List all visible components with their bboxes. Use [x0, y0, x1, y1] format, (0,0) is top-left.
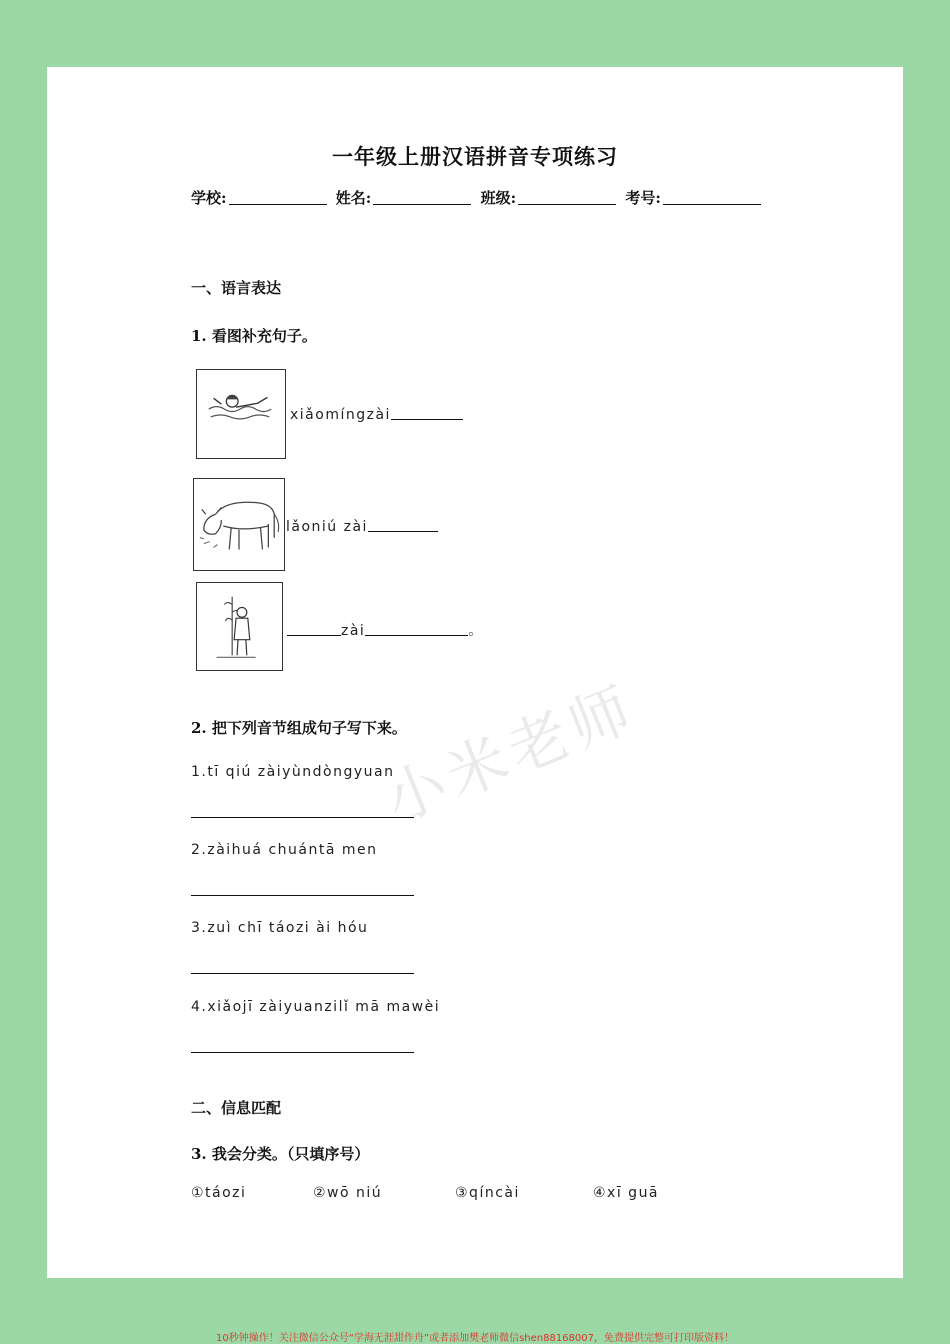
- q2-item-4: 4.xiǎojī zàiyuanzilǐ mā mawèi: [191, 999, 441, 1015]
- q3-option-3: ③qíncài: [455, 1185, 520, 1201]
- class-label: 班级:: [480, 189, 517, 207]
- q2-item-1: 1.tī qiú zàiyùndòngyuan: [191, 764, 395, 780]
- q1-item-1: xiǎomíngzài: [290, 407, 463, 423]
- q2-title: 2. 把下列音节组成句子写下来。: [191, 719, 407, 737]
- q3-title: 3. 我会分类。（只填序号）: [191, 1145, 370, 1163]
- q2-item-3: 3.zuì chī táozi ài hóu: [191, 920, 369, 936]
- q3-option-2: ②wō niú: [313, 1185, 383, 1201]
- page-title: 一年级上册汉语拼音专项练习: [332, 144, 618, 169]
- q1-item-2: lǎoniú zài: [286, 519, 438, 535]
- class-blank[interactable]: [518, 190, 616, 205]
- q2-answer-line-4[interactable]: [191, 1052, 414, 1053]
- number-blank[interactable]: [663, 190, 761, 205]
- name-label: 姓名:: [335, 189, 372, 207]
- q1-item-3: zài 。: [287, 620, 484, 640]
- q1-item-3-blank-b[interactable]: [365, 623, 468, 636]
- q2-answer-line-2[interactable]: [191, 895, 414, 896]
- q1-item-3-blank-a[interactable]: [287, 623, 341, 636]
- q2-answer-line-3[interactable]: [191, 973, 414, 974]
- q3-option-4: ④xī guā: [593, 1185, 660, 1201]
- q2-item-2: 2.zàihuá chuántā men: [191, 842, 378, 858]
- worksheet-page: [47, 67, 903, 1278]
- school-label: 学校:: [191, 189, 227, 207]
- school-blank[interactable]: [229, 190, 327, 205]
- swimming-boy-picture: [196, 369, 286, 459]
- q3-option-1: ①táozi: [191, 1185, 247, 1201]
- section1-heading: 一、语言表达: [191, 279, 282, 297]
- footer-promo-text: 10秒钟操作！关注微信公众号“学海无涯甜作舟”或者添加樊老师微信shen88168007，免费提供完整可打印版资料！: [215, 1333, 735, 1344]
- watermark: 小米老师: [375, 672, 647, 837]
- q1-item-1-blank[interactable]: [391, 407, 463, 420]
- q2-answer-line-1[interactable]: [191, 817, 414, 818]
- student-info-row: [191, 187, 765, 208]
- girl-watering-picture: [196, 582, 283, 671]
- cow-picture: [193, 478, 285, 571]
- number-label: 考号:: [625, 189, 661, 207]
- q1-title: 1. 看图补充句子。: [191, 327, 317, 345]
- section2-heading: 二、信息匹配: [191, 1099, 282, 1117]
- name-blank[interactable]: [373, 190, 471, 205]
- q1-item-2-blank[interactable]: [368, 519, 438, 532]
